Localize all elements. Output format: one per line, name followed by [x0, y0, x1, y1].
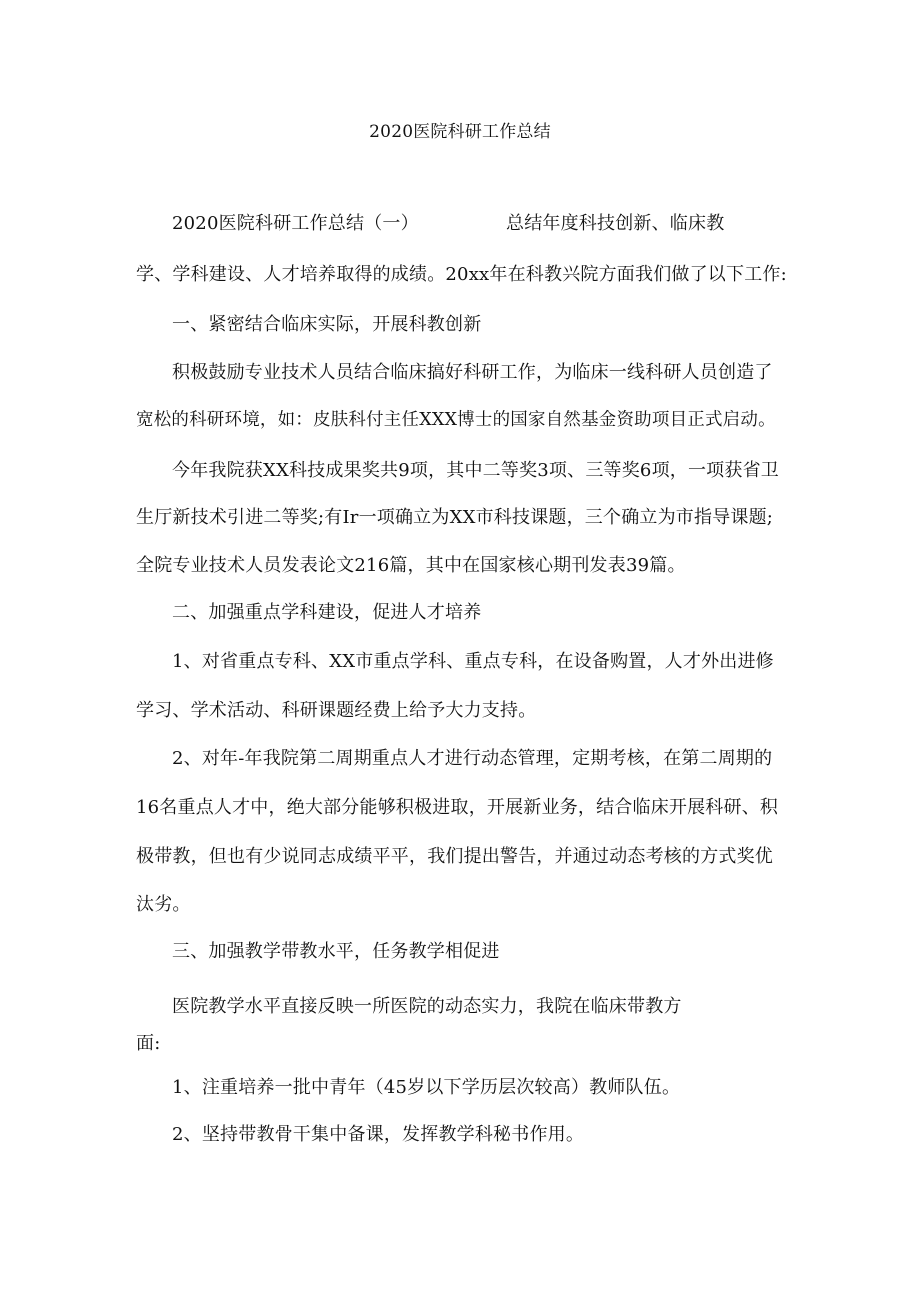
paragraph-2-line-3: 全院专业技术人员发表论文216篇，其中在国家核心期刊发表39篇。: [136, 555, 686, 576]
paragraph-1-line-1: 积极鼓励专业技术人员结合临床搞好科研工作，为临床一线科研人员创造了: [172, 362, 773, 383]
section-2-heading: 二、加强重点学科建设，促进人才培养: [172, 602, 482, 623]
intro-right: 总结年度科技创新、临床教: [506, 213, 725, 234]
list-item-1: 1、注重培养一批中青年（45岁以下学历层次较高）教师队伍。: [172, 1077, 681, 1098]
paragraph-4-line-3: 极带教，但也有少说同志成绩平平，我们提出警告，并通过动态考核的方式奖优: [136, 846, 773, 867]
subtitle: 2020医院科研工作总结（一）: [172, 213, 419, 234]
section-3-heading: 三、加强教学带教水平，任务教学相促进: [172, 941, 500, 962]
paragraph-4-line-2: 16名重点人才中，绝大部分能够积极进取，开展新业务，结合临床开展科研、积: [136, 797, 779, 818]
paragraph-3-line-1: 1、对省重点专科、XX市重点学科、重点专科，在设备购置，人才外出进修: [172, 651, 774, 672]
section-1-heading: 一、紧密结合临床实际，开展科教创新: [172, 314, 482, 335]
list-item-2: 2、坚持带教骨干集中备课，发挥教学科秘书作用。: [172, 1124, 585, 1145]
paragraph-1-line-2: 宽松的科研环境，如：皮肤科付主任XXX博士的国家自然基金资助项目正式启动。: [136, 410, 776, 430]
paragraph-2-line-1: 今年我院获XX科技成果奖共9项，其中二等奖3项、三等奖6项，一项获省卫: [172, 460, 779, 481]
paragraph-2-line-2: 生厅新技术引进二等奖;有Ir一项确立为XX市科技课题，三个确立为市指导课题;: [136, 507, 774, 528]
paragraph-4-line-1: 2、对年-年我院第二周期重点人才进行动态管理，定期考核，在第二周期的: [172, 748, 773, 769]
paragraph-5-line-1: 医院教学水平直接反映一所医院的动态实力，我院在临床带教方: [172, 996, 682, 1017]
intro-continued: 学、学科建设、人才培养取得的成绩。20xx年在科教兴院方面我们做了以下工作:: [136, 264, 787, 285]
paragraph-3-line-2: 学习、学术活动、科研课题经费上给予大力支持。: [136, 700, 537, 721]
document-title: 2020医院科研工作总结: [369, 122, 551, 142]
paragraph-4-line-4: 汰劣。: [136, 894, 191, 915]
paragraph-5-line-2: 面:: [136, 1033, 161, 1054]
